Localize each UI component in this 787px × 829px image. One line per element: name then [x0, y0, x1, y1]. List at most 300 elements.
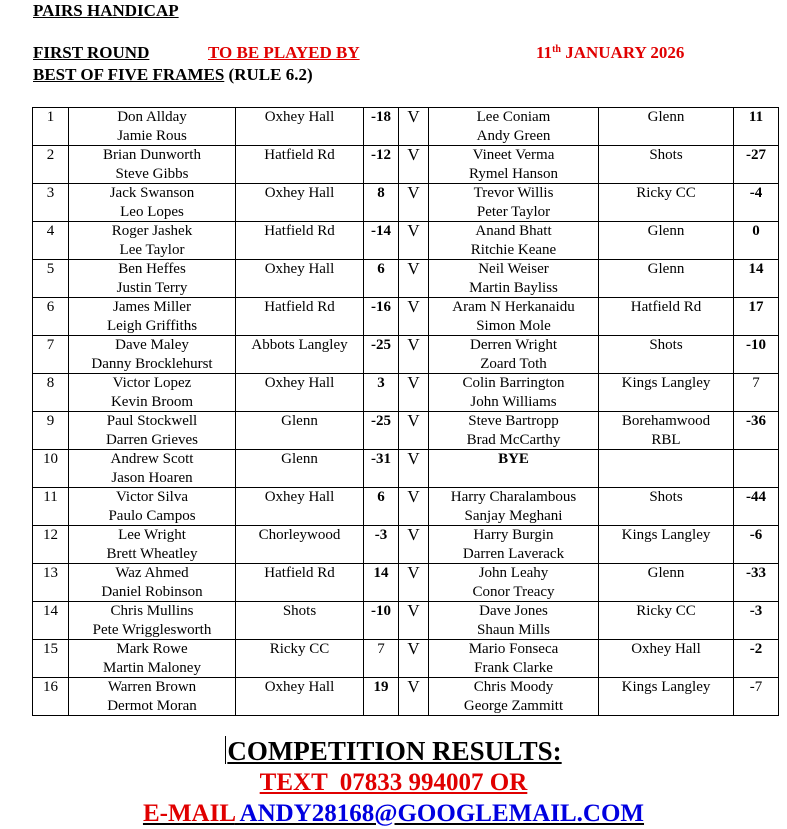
versus-mark: V [407, 487, 420, 506]
home-handicap [364, 374, 399, 412]
match-date [536, 43, 684, 63]
fixture-row [33, 146, 779, 184]
fixture-row [33, 374, 779, 412]
home-handicap [364, 450, 399, 488]
home-handicap-value: 14 [373, 565, 389, 581]
home-club [236, 222, 364, 260]
home-club-name: Hatfield Rd [264, 147, 335, 163]
away-handicap [734, 146, 779, 184]
away-handicap [734, 222, 779, 260]
home-handicap [364, 602, 399, 640]
home-club-name: Hatfield Rd [264, 299, 335, 315]
away-club-name: Kings Langley [621, 679, 711, 695]
fixture-number-text: 8 [46, 375, 55, 391]
away-player-1: Anand Bhatt [475, 223, 552, 239]
home-handicap [364, 108, 399, 146]
versus [399, 488, 429, 526]
away-pair [429, 298, 599, 336]
away-club-name: Glenn [647, 565, 685, 581]
versus-mark: V [407, 373, 420, 392]
away-handicap-value: 14 [748, 261, 764, 277]
home-player-2: Leo Lopes [120, 203, 184, 220]
home-handicap-value: -25 [371, 337, 391, 353]
home-club [236, 450, 364, 488]
home-pair [69, 146, 236, 184]
home-handicap-value: -31 [371, 451, 391, 467]
away-club [599, 146, 734, 184]
versus [399, 678, 429, 716]
home-club-name: Glenn [281, 413, 318, 429]
away-club-name: Borehamwood [621, 413, 711, 429]
away-player-2: Andy Green [476, 127, 551, 144]
fixture-row [33, 564, 779, 602]
home-handicap [364, 298, 399, 336]
home-handicap [364, 526, 399, 564]
home-player-2: Daniel Robinson [101, 583, 203, 600]
away-player-1: Derren Wright [469, 337, 557, 353]
contact-footer [0, 736, 787, 829]
away-handicap [734, 488, 779, 526]
away-handicap-value: -10 [746, 337, 766, 353]
home-club [236, 298, 364, 336]
fixture-number [33, 678, 69, 716]
home-pair [69, 640, 236, 678]
fixture-number-text: 7 [46, 337, 55, 353]
email-address-link[interactable]: ANDY28168@GOOGLEMAIL.COM [239, 800, 645, 827]
away-club [599, 298, 734, 336]
home-club [236, 564, 364, 602]
home-player-2: Danny Brocklehurst [91, 355, 213, 372]
home-handicap-value: 19 [373, 679, 389, 695]
versus-mark: V [407, 411, 420, 430]
home-handicap-value: -25 [371, 413, 391, 429]
away-club-name: Shots [649, 147, 683, 163]
home-pair [69, 602, 236, 640]
away-pair [429, 678, 599, 716]
fixture-row [33, 488, 779, 526]
away-player-1: Trevor Willis [473, 185, 554, 201]
versus-mark: V [407, 601, 420, 620]
rule-label: (RULE 6.2) [228, 65, 313, 84]
home-handicap [364, 640, 399, 678]
away-player-2: Brad McCarthy [466, 431, 561, 448]
fixture-row [33, 602, 779, 640]
home-pair [69, 108, 236, 146]
away-player-2: Ritchie Keane [470, 241, 557, 258]
away-handicap-value: -27 [746, 147, 766, 163]
fixture-number [33, 412, 69, 450]
versus [399, 260, 429, 298]
home-handicap [364, 564, 399, 602]
home-pair [69, 336, 236, 374]
away-club [599, 602, 734, 640]
away-club [599, 450, 734, 488]
home-player-2: Kevin Broom [110, 393, 194, 410]
fixture-row [33, 526, 779, 564]
versus [399, 564, 429, 602]
home-club [236, 526, 364, 564]
versus-mark: V [407, 449, 420, 468]
fixture-number [33, 184, 69, 222]
versus-mark: V [407, 145, 420, 164]
home-handicap-value: 8 [377, 185, 385, 201]
home-club-name: Chorleywood [258, 527, 341, 543]
away-handicap [734, 678, 779, 716]
fixture-row [33, 298, 779, 336]
date-day: 11 [536, 43, 553, 62]
home-handicap-value: -12 [371, 147, 391, 163]
away-handicap-value: 11 [748, 109, 764, 125]
home-handicap [364, 260, 399, 298]
fixture-row [33, 222, 779, 260]
home-player-1: Jack Swanson [109, 185, 195, 201]
fixture-row [33, 184, 779, 222]
home-player-2: Justin Terry [116, 279, 188, 296]
away-handicap [734, 374, 779, 412]
versus-mark: V [407, 221, 420, 240]
versus-mark: V [407, 297, 420, 316]
away-handicap-value: -7 [749, 679, 763, 695]
away-club-name: Glenn [647, 109, 685, 125]
away-club [599, 222, 734, 260]
home-club-name: Oxhey Hall [264, 109, 335, 125]
away-player-1: Dave Jones [479, 603, 548, 619]
away-pair [429, 184, 599, 222]
fixture-number [33, 526, 69, 564]
home-pair [69, 450, 236, 488]
away-club-name: Glenn [647, 223, 685, 239]
away-player-2: John Williams [470, 393, 557, 410]
away-handicap [734, 184, 779, 222]
home-club-name: Oxhey Hall [264, 489, 335, 505]
home-handicap [364, 222, 399, 260]
home-player-1: Don Allday [117, 109, 187, 125]
fixture-number [33, 374, 69, 412]
away-player-1: Lee Coniam [476, 109, 551, 125]
home-club-name: Hatfield Rd [264, 565, 335, 581]
fixture-number [33, 602, 69, 640]
home-player-1: Chris Mullins [110, 603, 194, 619]
home-club [236, 602, 364, 640]
home-handicap [364, 678, 399, 716]
home-player-1: Warren Brown [107, 679, 197, 695]
away-pair [429, 374, 599, 412]
versus-mark: V [407, 639, 420, 658]
versus [399, 412, 429, 450]
away-handicap-value: -3 [749, 603, 763, 619]
home-player-1: Roger Jashek [111, 223, 193, 239]
fixture-number-text: 3 [46, 185, 55, 201]
home-handicap-value: -10 [371, 603, 391, 619]
home-club [236, 488, 364, 526]
away-pair [429, 222, 599, 260]
text-contact-line: TEXT 07833 994007 OR [259, 769, 528, 796]
home-club-name: Oxhey Hall [264, 261, 335, 277]
away-handicap-value: 0 [752, 223, 760, 239]
home-player-1: Waz Ahmed [115, 565, 189, 581]
fixture-number-text: 16 [43, 679, 58, 695]
versus [399, 640, 429, 678]
fixture-number-text: 13 [43, 565, 58, 581]
date-suffix: th [552, 44, 561, 55]
home-club-name: Ricky CC [269, 641, 330, 657]
away-pair [429, 488, 599, 526]
fixture-number [33, 640, 69, 678]
home-pair [69, 260, 236, 298]
fixture-number-text: 10 [43, 451, 58, 467]
away-player-2: Sanjay Meghani [464, 507, 563, 524]
competition-results-heading [0, 736, 787, 767]
home-handicap [364, 336, 399, 374]
home-club-name: Oxhey Hall [264, 375, 335, 391]
away-club-name: Oxhey Hall [631, 641, 701, 657]
away-handicap [734, 450, 779, 488]
home-club [236, 108, 364, 146]
home-player-2: Darren Grieves [105, 431, 199, 448]
home-player-1: Paul Stockwell [106, 413, 198, 429]
home-club [236, 336, 364, 374]
away-player-1: Mario Fonseca [468, 641, 559, 657]
home-club-name: Oxhey Hall [264, 679, 335, 695]
away-pair [429, 260, 599, 298]
away-player-1: Colin Barrington [462, 375, 565, 391]
fixture-number [33, 336, 69, 374]
away-club-name-line-2: RBL [651, 431, 681, 448]
versus [399, 450, 429, 488]
home-handicap-value: 6 [377, 261, 385, 277]
away-handicap [734, 602, 779, 640]
home-handicap-value: 6 [377, 489, 385, 505]
fixtures-table [32, 107, 779, 716]
home-club [236, 678, 364, 716]
away-handicap [734, 564, 779, 602]
away-club-name: Ricky CC [636, 185, 696, 201]
away-club-name: Shots [649, 489, 683, 505]
fixture-number [33, 146, 69, 184]
home-player-1: Mark Rowe [116, 641, 188, 657]
home-club-name: Glenn [281, 451, 318, 467]
home-handicap-value: -16 [371, 299, 391, 315]
away-handicap-value: 17 [748, 299, 764, 315]
away-pair [429, 412, 599, 450]
fixture-number [33, 108, 69, 146]
away-player-2: Rymel Hanson [469, 165, 558, 182]
fixture-number-text: 9 [46, 413, 55, 429]
versus [399, 336, 429, 374]
away-club [599, 526, 734, 564]
frames-info [33, 65, 313, 85]
fixture-number-text: 2 [46, 147, 55, 163]
home-handicap-value: -14 [371, 223, 391, 239]
away-player-1: Steve Bartropp [468, 413, 559, 429]
fixture-number [33, 488, 69, 526]
fixture-number-text: 14 [43, 603, 58, 619]
home-pair [69, 412, 236, 450]
home-club [236, 184, 364, 222]
away-club-name: Kings Langley [621, 375, 711, 391]
away-pair [429, 564, 599, 602]
home-handicap-value: -3 [374, 527, 388, 543]
home-player-2: Martin Maloney [103, 659, 201, 676]
home-pair [69, 678, 236, 716]
home-player-2: Brett Wheatley [106, 545, 198, 562]
away-pair [429, 602, 599, 640]
versus-mark: V [407, 335, 420, 354]
fixture-row [33, 336, 779, 374]
fixture-number [33, 298, 69, 336]
fixture-number-text: 15 [43, 641, 58, 657]
away-pair [429, 450, 599, 488]
away-player-1: Chris Moody [473, 679, 554, 695]
away-player-1: Vineet Verma [472, 147, 555, 163]
home-pair [69, 374, 236, 412]
away-handicap-value: -36 [746, 413, 766, 429]
away-handicap-value: 7 [752, 375, 760, 391]
away-club [599, 336, 734, 374]
away-club [599, 108, 734, 146]
home-player-1: James Miller [113, 299, 191, 315]
home-club [236, 146, 364, 184]
email-contact-line [0, 798, 787, 829]
played-by-label: TO BE PLAYED BY [208, 43, 360, 62]
away-handicap [734, 412, 779, 450]
away-pair [429, 108, 599, 146]
away-pair [429, 526, 599, 564]
away-player-2: Frank Clarke [474, 659, 553, 676]
away-club [599, 488, 734, 526]
home-pair [69, 488, 236, 526]
fixture-number [33, 222, 69, 260]
home-player-2: Paulo Campos [108, 507, 196, 524]
home-player-1: Andrew Scott [110, 451, 194, 467]
away-club-name: Hatfield Rd [630, 299, 702, 315]
away-pair [429, 146, 599, 184]
away-player-2: Simon Mole [476, 317, 551, 334]
versus [399, 146, 429, 184]
away-handicap [734, 640, 779, 678]
versus [399, 184, 429, 222]
away-player-1: Harry Burgin [473, 527, 554, 543]
home-handicap-value: 7 [377, 641, 385, 657]
away-club [599, 564, 734, 602]
home-handicap [364, 412, 399, 450]
fixture-row [33, 260, 779, 298]
away-handicap [734, 526, 779, 564]
fixture-row [33, 108, 779, 146]
away-pair [429, 336, 599, 374]
fixture-number-text: 5 [46, 261, 55, 277]
away-pair [429, 640, 599, 678]
home-player-2: Dermot Moran [107, 697, 197, 714]
round-label: FIRST ROUND [33, 43, 150, 62]
away-club [599, 640, 734, 678]
away-handicap-value: -44 [746, 489, 766, 505]
home-club-name: Hatfield Rd [264, 223, 335, 239]
home-pair [69, 222, 236, 260]
home-handicap-value: -18 [371, 109, 391, 125]
away-player-2: Conor Treacy [472, 583, 555, 600]
home-club [236, 640, 364, 678]
versus [399, 298, 429, 336]
home-club-name: Oxhey Hall [264, 185, 335, 201]
away-club-name: Glenn [647, 261, 685, 277]
away-player-2: Peter Taylor [476, 203, 551, 220]
versus-mark: V [407, 677, 420, 696]
home-handicap [364, 488, 399, 526]
versus [399, 374, 429, 412]
away-handicap-value: -33 [746, 565, 766, 581]
home-pair [69, 184, 236, 222]
fixture-number-text: 6 [46, 299, 55, 315]
away-handicap [734, 108, 779, 146]
home-player-1: Victor Lopez [112, 375, 192, 391]
frames-label: BEST OF FIVE FRAMES [33, 65, 225, 84]
away-player-1: BYE [498, 451, 529, 467]
home-player-2: Leigh Griffiths [106, 317, 198, 334]
fixture-row [33, 412, 779, 450]
home-club-name: Abbots Langley [251, 337, 348, 353]
away-player-1: John Leahy [478, 565, 549, 581]
home-handicap [364, 184, 399, 222]
fixture-row [33, 640, 779, 678]
competition-results-text: COMPETITION RESULTS: [227, 736, 562, 766]
fixture-number-text: 11 [43, 489, 58, 505]
away-handicap [734, 298, 779, 336]
home-player-1: Dave Maley [115, 337, 189, 353]
fixture-number-text: 1 [46, 109, 55, 125]
versus [399, 602, 429, 640]
away-player-2: George Zammitt [463, 697, 564, 714]
home-pair [69, 526, 236, 564]
away-club [599, 412, 734, 450]
fixture-number-text: 4 [46, 223, 55, 239]
home-player-2: Pete Wrigglesworth [92, 621, 212, 638]
away-player-2: Zoard Toth [480, 355, 547, 372]
home-player-1: Brian Dunworth [103, 147, 201, 163]
versus [399, 108, 429, 146]
away-player-1: Neil Weiser [478, 261, 549, 277]
away-handicap-value: -4 [749, 185, 763, 201]
away-player-2: Darren Laverack [462, 545, 565, 562]
home-club [236, 412, 364, 450]
home-player-1: Ben Heffes [118, 261, 186, 277]
versus-mark: V [407, 259, 420, 278]
away-club-name: Kings Langley [621, 527, 711, 543]
away-handicap [734, 260, 779, 298]
home-club-name: Shots [282, 603, 317, 619]
home-pair [69, 298, 236, 336]
home-player-1: Lee Wright [118, 527, 186, 543]
home-player-1: Victor Silva [115, 489, 188, 505]
away-club [599, 184, 734, 222]
versus [399, 222, 429, 260]
fixture-number-text: 12 [43, 527, 58, 543]
home-player-2: Lee Taylor [119, 241, 185, 258]
versus-mark: V [407, 107, 420, 126]
away-player-1: Aram N Herkanaidu [452, 299, 575, 315]
away-club-name: Shots [649, 337, 683, 353]
date-month-year: JANUARY 2026 [565, 43, 685, 62]
home-handicap [364, 146, 399, 184]
home-player-2: Jason Hoaren [111, 469, 193, 486]
fixture-row [33, 450, 779, 488]
away-club [599, 260, 734, 298]
away-handicap-value: -6 [749, 527, 763, 543]
home-pair [69, 564, 236, 602]
away-club [599, 374, 734, 412]
away-player-2: Martin Bayliss [469, 279, 558, 296]
away-club [599, 678, 734, 716]
